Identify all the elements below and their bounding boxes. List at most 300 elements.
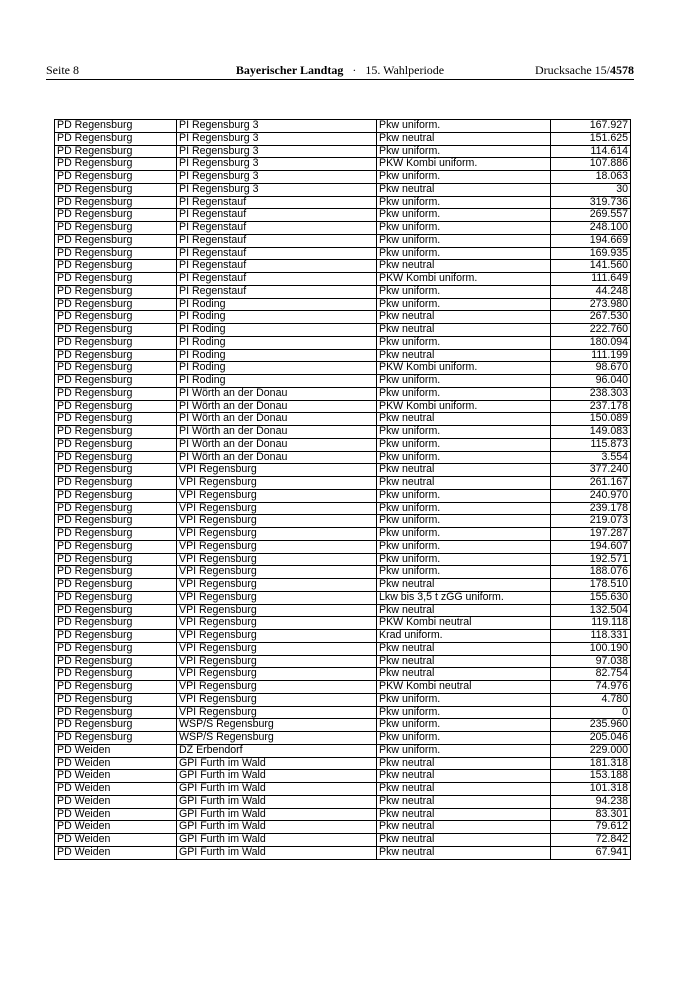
directorate-cell: PD Regensburg — [55, 438, 177, 451]
table-row — [55, 579, 631, 592]
table-row — [55, 298, 631, 311]
value-cell: 67.941 — [551, 846, 631, 859]
directorate-cell: PD Regensburg — [55, 732, 177, 745]
table-row — [55, 706, 631, 719]
directorate-cell: PD Weiden — [55, 846, 177, 859]
station-cell: GPI Furth im Wald — [177, 770, 377, 783]
value-cell: 155.630 — [551, 591, 631, 604]
table-row — [55, 668, 631, 681]
directorate-cell: PD Regensburg — [55, 540, 177, 553]
value-cell: 100.190 — [551, 642, 631, 655]
station-cell: GPI Furth im Wald — [177, 821, 377, 834]
vehicle-type-cell: Pkw neutral — [377, 846, 551, 859]
directorate-cell: PD Regensburg — [55, 324, 177, 337]
table-row — [55, 183, 631, 196]
directorate-cell: PD Regensburg — [55, 375, 177, 388]
table-row — [55, 451, 631, 464]
value-cell: 83.301 — [551, 808, 631, 821]
value-cell: 219.073 — [551, 515, 631, 528]
station-cell: PI Regensburg 3 — [177, 120, 377, 133]
station-cell: DZ Erbendorf — [177, 744, 377, 757]
value-cell: 153.188 — [551, 770, 631, 783]
value-cell: 273.980 — [551, 298, 631, 311]
value-cell: 194.607 — [551, 540, 631, 553]
station-cell: VPI Regensburg — [177, 681, 377, 694]
vehicle-type-cell: Pkw uniform. — [377, 489, 551, 502]
value-cell: 30 — [551, 183, 631, 196]
directorate-cell: PD Regensburg — [55, 132, 177, 145]
table-row — [55, 489, 631, 502]
directorate-cell: PD Regensburg — [55, 400, 177, 413]
directorate-cell: PD Weiden — [55, 757, 177, 770]
station-cell: PI Regenstauf — [177, 273, 377, 286]
table-row — [55, 591, 631, 604]
table-row — [55, 540, 631, 553]
directorate-cell: PD Regensburg — [55, 311, 177, 324]
directorate-cell: PD Regensburg — [55, 630, 177, 643]
table-row — [55, 209, 631, 222]
vehicle-type-cell: Pkw uniform. — [377, 120, 551, 133]
table-row — [55, 604, 631, 617]
station-cell: VPI Regensburg — [177, 642, 377, 655]
table-row — [55, 655, 631, 668]
vehicle-type-cell: Pkw uniform. — [377, 566, 551, 579]
station-cell: VPI Regensburg — [177, 706, 377, 719]
value-cell: 248.100 — [551, 222, 631, 235]
vehicle-type-cell: Pkw neutral — [377, 132, 551, 145]
directorate-cell: PD Regensburg — [55, 362, 177, 375]
station-cell: GPI Furth im Wald — [177, 808, 377, 821]
value-cell: 0 — [551, 706, 631, 719]
value-cell: 115.873 — [551, 438, 631, 451]
table-row — [55, 783, 631, 796]
table-row — [55, 808, 631, 821]
vehicle-type-cell: Pkw neutral — [377, 783, 551, 796]
vehicle-type-cell: Pkw uniform. — [377, 196, 551, 209]
station-cell: VPI Regensburg — [177, 553, 377, 566]
table-row — [55, 324, 631, 337]
table-row — [55, 375, 631, 388]
station-cell: VPI Regensburg — [177, 477, 377, 490]
value-cell: 319.736 — [551, 196, 631, 209]
station-cell: GPI Furth im Wald — [177, 846, 377, 859]
page-header — [46, 63, 634, 80]
directorate-cell: PD Regensburg — [55, 234, 177, 247]
directorate-cell: PD Regensburg — [55, 655, 177, 668]
directorate-cell: PD Weiden — [55, 744, 177, 757]
directorate-cell: PD Weiden — [55, 770, 177, 783]
value-cell: 194.669 — [551, 234, 631, 247]
value-cell: 4.780 — [551, 693, 631, 706]
table-row — [55, 770, 631, 783]
value-cell: 269.557 — [551, 209, 631, 222]
value-cell: 151.625 — [551, 132, 631, 145]
directorate-cell: PD Regensburg — [55, 566, 177, 579]
value-cell: 167.927 — [551, 120, 631, 133]
vehicle-type-cell: Krad uniform. — [377, 630, 551, 643]
station-cell: PI Regenstauf — [177, 222, 377, 235]
value-cell: 150.089 — [551, 413, 631, 426]
table-row — [55, 693, 631, 706]
station-cell: PI Regensburg 3 — [177, 145, 377, 158]
value-cell: 111.199 — [551, 349, 631, 362]
directorate-cell: PD Regensburg — [55, 273, 177, 286]
station-cell: VPI Regensburg — [177, 515, 377, 528]
station-cell: VPI Regensburg — [177, 655, 377, 668]
vehicle-type-cell: Pkw neutral — [377, 604, 551, 617]
station-cell: PI Wörth an der Donau — [177, 400, 377, 413]
vehicle-type-cell: Pkw neutral — [377, 324, 551, 337]
vehicle-type-cell: Pkw uniform. — [377, 336, 551, 349]
station-cell: PI Regensburg 3 — [177, 132, 377, 145]
value-cell: 205.046 — [551, 732, 631, 745]
value-cell: 97.038 — [551, 655, 631, 668]
station-cell: PI Wörth an der Donau — [177, 387, 377, 400]
vehicle-type-cell: Pkw neutral — [377, 808, 551, 821]
vehicle-type-cell: Pkw neutral — [377, 821, 551, 834]
directorate-cell: PD Regensburg — [55, 285, 177, 298]
value-cell: 197.287 — [551, 528, 631, 541]
value-cell: 119.118 — [551, 617, 631, 630]
table-row — [55, 821, 631, 834]
station-cell: PI Wörth an der Donau — [177, 413, 377, 426]
directorate-cell: PD Regensburg — [55, 502, 177, 515]
value-cell: 72.842 — [551, 834, 631, 847]
directorate-cell: PD Regensburg — [55, 681, 177, 694]
vehicle-type-cell: Pkw neutral — [377, 579, 551, 592]
directorate-cell: PD Regensburg — [55, 477, 177, 490]
station-cell: GPI Furth im Wald — [177, 834, 377, 847]
vehicle-type-cell: Pkw uniform. — [377, 693, 551, 706]
document-id: 4578 — [610, 63, 634, 77]
station-cell: PI Roding — [177, 298, 377, 311]
vehicle-type-cell: Pkw uniform. — [377, 285, 551, 298]
station-cell: PI Regensburg 3 — [177, 183, 377, 196]
value-cell: 149.083 — [551, 426, 631, 439]
station-cell: PI Roding — [177, 324, 377, 337]
directorate-cell: PD Regensburg — [55, 719, 177, 732]
directorate-cell: PD Regensburg — [55, 668, 177, 681]
vehicle-type-cell: Pkw neutral — [377, 770, 551, 783]
station-cell: PI Wörth an der Donau — [177, 438, 377, 451]
directorate-cell: PD Regensburg — [55, 515, 177, 528]
station-cell: VPI Regensburg — [177, 604, 377, 617]
value-cell: 3.554 — [551, 451, 631, 464]
table-row — [55, 477, 631, 490]
station-cell: PI Wörth an der Donau — [177, 451, 377, 464]
station-cell: PI Regenstauf — [177, 234, 377, 247]
value-cell: 74.976 — [551, 681, 631, 694]
table-row — [55, 795, 631, 808]
table-row — [55, 757, 631, 770]
table-row — [55, 630, 631, 643]
vehicle-type-cell: PKW Kombi uniform. — [377, 273, 551, 286]
value-cell: 44.248 — [551, 285, 631, 298]
vehicle-type-cell: Pkw neutral — [377, 464, 551, 477]
directorate-cell: PD Regensburg — [55, 553, 177, 566]
value-cell: 132.504 — [551, 604, 631, 617]
value-cell: 181.318 — [551, 757, 631, 770]
value-cell: 96.040 — [551, 375, 631, 388]
document-number — [535, 63, 634, 78]
value-cell: 239.178 — [551, 502, 631, 515]
station-cell: VPI Regensburg — [177, 528, 377, 541]
vehicle-type-cell: Pkw uniform. — [377, 247, 551, 260]
vehicle-type-cell: Pkw neutral — [377, 477, 551, 490]
station-cell: VPI Regensburg — [177, 579, 377, 592]
table-row — [55, 387, 631, 400]
table-row — [55, 336, 631, 349]
directorate-cell: PD Regensburg — [55, 145, 177, 158]
vehicle-type-cell: Pkw uniform. — [377, 719, 551, 732]
table-row — [55, 260, 631, 273]
directorate-cell: PD Regensburg — [55, 693, 177, 706]
value-cell: 235.960 — [551, 719, 631, 732]
station-cell: VPI Regensburg — [177, 630, 377, 643]
station-cell: PI Regensburg 3 — [177, 158, 377, 171]
station-cell: VPI Regensburg — [177, 489, 377, 502]
vehicle-type-cell: PKW Kombi uniform. — [377, 400, 551, 413]
directorate-cell: PD Regensburg — [55, 617, 177, 630]
vehicle-type-cell: Pkw uniform. — [377, 298, 551, 311]
directorate-cell: PD Regensburg — [55, 604, 177, 617]
vehicle-type-cell: Pkw neutral — [377, 834, 551, 847]
vehicle-type-cell: PKW Kombi uniform. — [377, 362, 551, 375]
directorate-cell: PD Regensburg — [55, 183, 177, 196]
value-cell: 377.240 — [551, 464, 631, 477]
directorate-cell: PD Regensburg — [55, 209, 177, 222]
directorate-cell: PD Weiden — [55, 783, 177, 796]
table-row — [55, 349, 631, 362]
document-prefix: Drucksache 15/ — [535, 63, 610, 77]
table-row — [55, 413, 631, 426]
value-cell: 240.970 — [551, 489, 631, 502]
station-cell: VPI Regensburg — [177, 566, 377, 579]
vehicle-type-cell: Pkw neutral — [377, 757, 551, 770]
directorate-cell: PD Weiden — [55, 834, 177, 847]
station-cell: WSP/S Regensburg — [177, 719, 377, 732]
station-cell: PI Regenstauf — [177, 247, 377, 260]
legislative-period: 15. Wahlperiode — [365, 63, 445, 77]
vehicle-type-cell: Pkw neutral — [377, 260, 551, 273]
table-row — [55, 438, 631, 451]
value-cell: 94.238 — [551, 795, 631, 808]
table-row — [55, 502, 631, 515]
directorate-cell: PD Regensburg — [55, 451, 177, 464]
page-number: Seite 8 — [46, 63, 79, 77]
value-cell: 118.331 — [551, 630, 631, 643]
vehicle-type-cell: Pkw neutral — [377, 413, 551, 426]
station-cell: PI Roding — [177, 336, 377, 349]
institution-name: Bayerischer Landtag — [235, 63, 344, 77]
vehicle-type-cell: Lkw bis 3,5 t zGG uniform. — [377, 591, 551, 604]
directorate-cell: PD Regensburg — [55, 171, 177, 184]
table-row — [55, 132, 631, 145]
station-cell: WSP/S Regensburg — [177, 732, 377, 745]
value-cell: 238.303 — [551, 387, 631, 400]
directorate-cell: PD Regensburg — [55, 426, 177, 439]
value-cell: 180.094 — [551, 336, 631, 349]
directorate-cell: PD Weiden — [55, 795, 177, 808]
vehicle-type-cell: Pkw uniform. — [377, 145, 551, 158]
value-cell: 222.760 — [551, 324, 631, 337]
header-separator: · — [352, 63, 357, 77]
value-cell: 188.076 — [551, 566, 631, 579]
vehicle-type-cell: Pkw neutral — [377, 668, 551, 681]
directorate-cell: PD Regensburg — [55, 336, 177, 349]
directorate-cell: PD Regensburg — [55, 120, 177, 133]
value-cell: 82.754 — [551, 668, 631, 681]
value-cell: 261.167 — [551, 477, 631, 490]
table-row — [55, 273, 631, 286]
station-cell: PI Regensburg 3 — [177, 171, 377, 184]
station-cell: PI Roding — [177, 362, 377, 375]
vehicle-type-cell: Pkw neutral — [377, 183, 551, 196]
table-row — [55, 145, 631, 158]
value-cell: 178.510 — [551, 579, 631, 592]
vehicle-type-cell: Pkw uniform. — [377, 426, 551, 439]
value-cell: 98.670 — [551, 362, 631, 375]
table-row — [55, 528, 631, 541]
table-row — [55, 732, 631, 745]
station-cell: GPI Furth im Wald — [177, 783, 377, 796]
table-row — [55, 285, 631, 298]
station-cell: PI Roding — [177, 311, 377, 324]
directorate-cell: PD Regensburg — [55, 349, 177, 362]
value-cell: 141.560 — [551, 260, 631, 273]
station-cell: VPI Regensburg — [177, 464, 377, 477]
vehicle-type-cell: Pkw neutral — [377, 795, 551, 808]
directorate-cell: PD Regensburg — [55, 413, 177, 426]
vehicle-type-cell: PKW Kombi uniform. — [377, 158, 551, 171]
directorate-cell: PD Regensburg — [55, 464, 177, 477]
station-cell: VPI Regensburg — [177, 617, 377, 630]
directorate-cell: PD Regensburg — [55, 260, 177, 273]
table-row — [55, 222, 631, 235]
directorate-cell: PD Weiden — [55, 808, 177, 821]
station-cell: VPI Regensburg — [177, 540, 377, 553]
table-row — [55, 719, 631, 732]
directorate-cell: PD Regensburg — [55, 579, 177, 592]
vehicle-type-cell: Pkw uniform. — [377, 171, 551, 184]
directorate-cell: PD Regensburg — [55, 247, 177, 260]
directorate-cell: PD Regensburg — [55, 387, 177, 400]
station-cell: GPI Furth im Wald — [177, 757, 377, 770]
station-cell: VPI Regensburg — [177, 591, 377, 604]
vehicle-type-cell: Pkw neutral — [377, 311, 551, 324]
table-row — [55, 834, 631, 847]
table-row — [55, 566, 631, 579]
table-row — [55, 426, 631, 439]
vehicle-type-cell: Pkw uniform. — [377, 234, 551, 247]
table-row — [55, 362, 631, 375]
vehicle-type-cell: Pkw uniform. — [377, 438, 551, 451]
table-row — [55, 196, 631, 209]
vehicle-type-cell: Pkw uniform. — [377, 451, 551, 464]
table-row — [55, 553, 631, 566]
table-row — [55, 171, 631, 184]
table-row — [55, 744, 631, 757]
value-cell: 192.571 — [551, 553, 631, 566]
station-cell: VPI Regensburg — [177, 668, 377, 681]
table-row — [55, 311, 631, 324]
vehicle-type-cell: Pkw uniform. — [377, 528, 551, 541]
station-cell: PI Regenstauf — [177, 209, 377, 222]
vehicle-type-cell: Pkw uniform. — [377, 209, 551, 222]
vehicle-type-cell: Pkw uniform. — [377, 515, 551, 528]
table-row — [55, 642, 631, 655]
vehicle-type-cell: Pkw uniform. — [377, 222, 551, 235]
station-cell: PI Regenstauf — [177, 196, 377, 209]
vehicle-type-cell: Pkw uniform. — [377, 387, 551, 400]
value-cell: 114.614 — [551, 145, 631, 158]
vehicle-type-cell: Pkw uniform. — [377, 502, 551, 515]
table-row — [55, 464, 631, 477]
directorate-cell: PD Regensburg — [55, 222, 177, 235]
table-row — [55, 400, 631, 413]
table-row — [55, 515, 631, 528]
table-body — [55, 120, 631, 860]
table-row — [55, 120, 631, 133]
vehicle-type-cell: Pkw neutral — [377, 349, 551, 362]
station-cell: PI Regenstauf — [177, 260, 377, 273]
directorate-cell: PD Regensburg — [55, 196, 177, 209]
table-row — [55, 681, 631, 694]
table-row — [55, 846, 631, 859]
vehicle-table — [54, 119, 631, 860]
value-cell: 267.530 — [551, 311, 631, 324]
vehicle-type-cell: Pkw neutral — [377, 655, 551, 668]
table-row — [55, 247, 631, 260]
vehicle-type-cell: Pkw uniform. — [377, 553, 551, 566]
directorate-cell: PD Regensburg — [55, 489, 177, 502]
directorate-cell: PD Weiden — [55, 821, 177, 834]
station-cell: VPI Regensburg — [177, 502, 377, 515]
directorate-cell: PD Regensburg — [55, 591, 177, 604]
directorate-cell: PD Regensburg — [55, 528, 177, 541]
vehicle-type-cell: Pkw neutral — [377, 642, 551, 655]
value-cell: 111.649 — [551, 273, 631, 286]
station-cell: PI Roding — [177, 349, 377, 362]
vehicle-type-cell: PKW Kombi neutral — [377, 617, 551, 630]
directorate-cell: PD Regensburg — [55, 158, 177, 171]
value-cell: 169.935 — [551, 247, 631, 260]
value-cell: 237.178 — [551, 400, 631, 413]
station-cell: VPI Regensburg — [177, 693, 377, 706]
station-cell: PI Roding — [177, 375, 377, 388]
value-cell: 107.886 — [551, 158, 631, 171]
table-row — [55, 234, 631, 247]
directorate-cell: PD Regensburg — [55, 706, 177, 719]
vehicle-type-cell: Pkw uniform. — [377, 706, 551, 719]
directorate-cell: PD Regensburg — [55, 642, 177, 655]
station-cell: PI Regenstauf — [177, 285, 377, 298]
value-cell: 79.612 — [551, 821, 631, 834]
vehicle-type-cell: Pkw uniform. — [377, 732, 551, 745]
station-cell: GPI Furth im Wald — [177, 795, 377, 808]
vehicle-type-cell: Pkw uniform. — [377, 744, 551, 757]
table-row — [55, 617, 631, 630]
station-cell: PI Wörth an der Donau — [177, 426, 377, 439]
table-row — [55, 158, 631, 171]
value-cell: 18.063 — [551, 171, 631, 184]
vehicle-type-cell: PKW Kombi neutral — [377, 681, 551, 694]
vehicle-type-cell: Pkw uniform. — [377, 375, 551, 388]
value-cell: 101.318 — [551, 783, 631, 796]
directorate-cell: PD Regensburg — [55, 298, 177, 311]
value-cell: 229.000 — [551, 744, 631, 757]
vehicle-type-cell: Pkw uniform. — [377, 540, 551, 553]
